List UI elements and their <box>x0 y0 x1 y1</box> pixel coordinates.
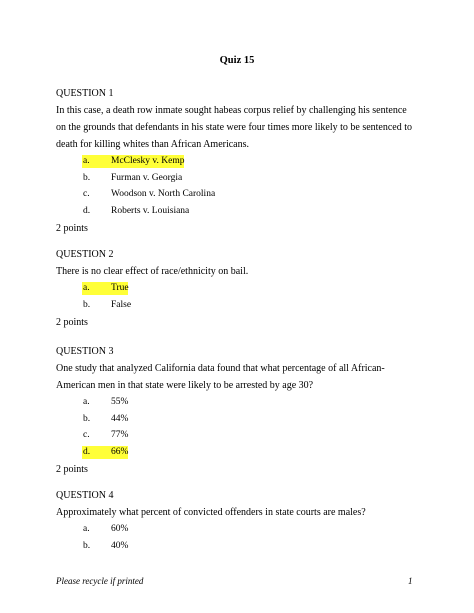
question-label: QUESTION 3 <box>56 346 114 357</box>
option-letter: a. <box>83 283 90 293</box>
option-letter: b. <box>83 172 91 183</box>
option-letter: c. <box>83 189 90 199</box>
option-letter: a. <box>83 524 90 534</box>
option-text: Furman v. Georgia <box>111 172 183 183</box>
option-letter: b. <box>83 299 91 310</box>
option-letter: d. <box>83 205 91 216</box>
question-text: There is no clear effect of race/ethnicity on bail. <box>56 266 249 277</box>
option-b[interactable] <box>56 538 418 555</box>
option-text: 44% <box>111 413 129 424</box>
option-text: True <box>111 283 129 293</box>
option-b[interactable] <box>56 411 418 428</box>
question-3 <box>56 343 418 478</box>
question-points: 2 points <box>56 223 88 234</box>
footer-note: Please recycle if printed <box>56 576 144 586</box>
question-label: QUESTION 4 <box>56 490 114 501</box>
option-c[interactable] <box>56 186 418 203</box>
option-text: 77% <box>111 430 129 440</box>
question-1 <box>56 85 418 237</box>
option-b[interactable] <box>56 170 418 187</box>
option-a[interactable] <box>56 153 418 170</box>
option-text: False <box>111 299 132 310</box>
page-number: 1 <box>408 576 413 586</box>
option-letter: a. <box>83 397 90 407</box>
option-text: Roberts v. Louisiana <box>111 205 190 216</box>
option-text: McClesky v. Kemp <box>111 156 185 166</box>
option-d[interactable] <box>56 444 418 461</box>
option-letter: b. <box>83 413 91 424</box>
option-letter: a. <box>83 156 90 166</box>
option-letter: c. <box>83 430 90 440</box>
option-a[interactable] <box>56 280 418 297</box>
question-text: In this case, a death row inmate sought habeas corpus relief by challenging his sentence on the grounds that defendants in his state were four times more likely to be sentenced to death for killing whites than African Americans. <box>56 105 413 150</box>
option-d[interactable] <box>56 203 418 220</box>
option-c[interactable] <box>56 427 418 444</box>
question-label: QUESTION 2 <box>56 249 114 260</box>
question-text: One study that analyzed California data found that what percentage of all African-American men in that state were likely to be arrested by age 30? <box>56 363 385 391</box>
question-4 <box>56 487 418 554</box>
question-label: QUESTION 1 <box>56 88 114 99</box>
option-a[interactable] <box>56 521 418 538</box>
option-text: Woodson v. North Carolina <box>111 189 216 199</box>
option-text: 55% <box>111 397 129 407</box>
question-points: 2 points <box>56 464 88 475</box>
question-text: Approximately what percent of convicted offenders in state courts are males? <box>56 507 366 518</box>
option-text: 60% <box>111 524 129 534</box>
question-2 <box>56 246 418 331</box>
option-letter: b. <box>83 540 91 551</box>
page-title: Quiz 15 <box>219 55 255 66</box>
option-text: 66% <box>111 446 129 457</box>
question-points: 2 points <box>56 317 88 328</box>
option-b[interactable] <box>56 297 418 314</box>
option-text: 40% <box>111 540 129 551</box>
option-letter: d. <box>83 446 91 457</box>
option-a[interactable] <box>56 394 418 411</box>
